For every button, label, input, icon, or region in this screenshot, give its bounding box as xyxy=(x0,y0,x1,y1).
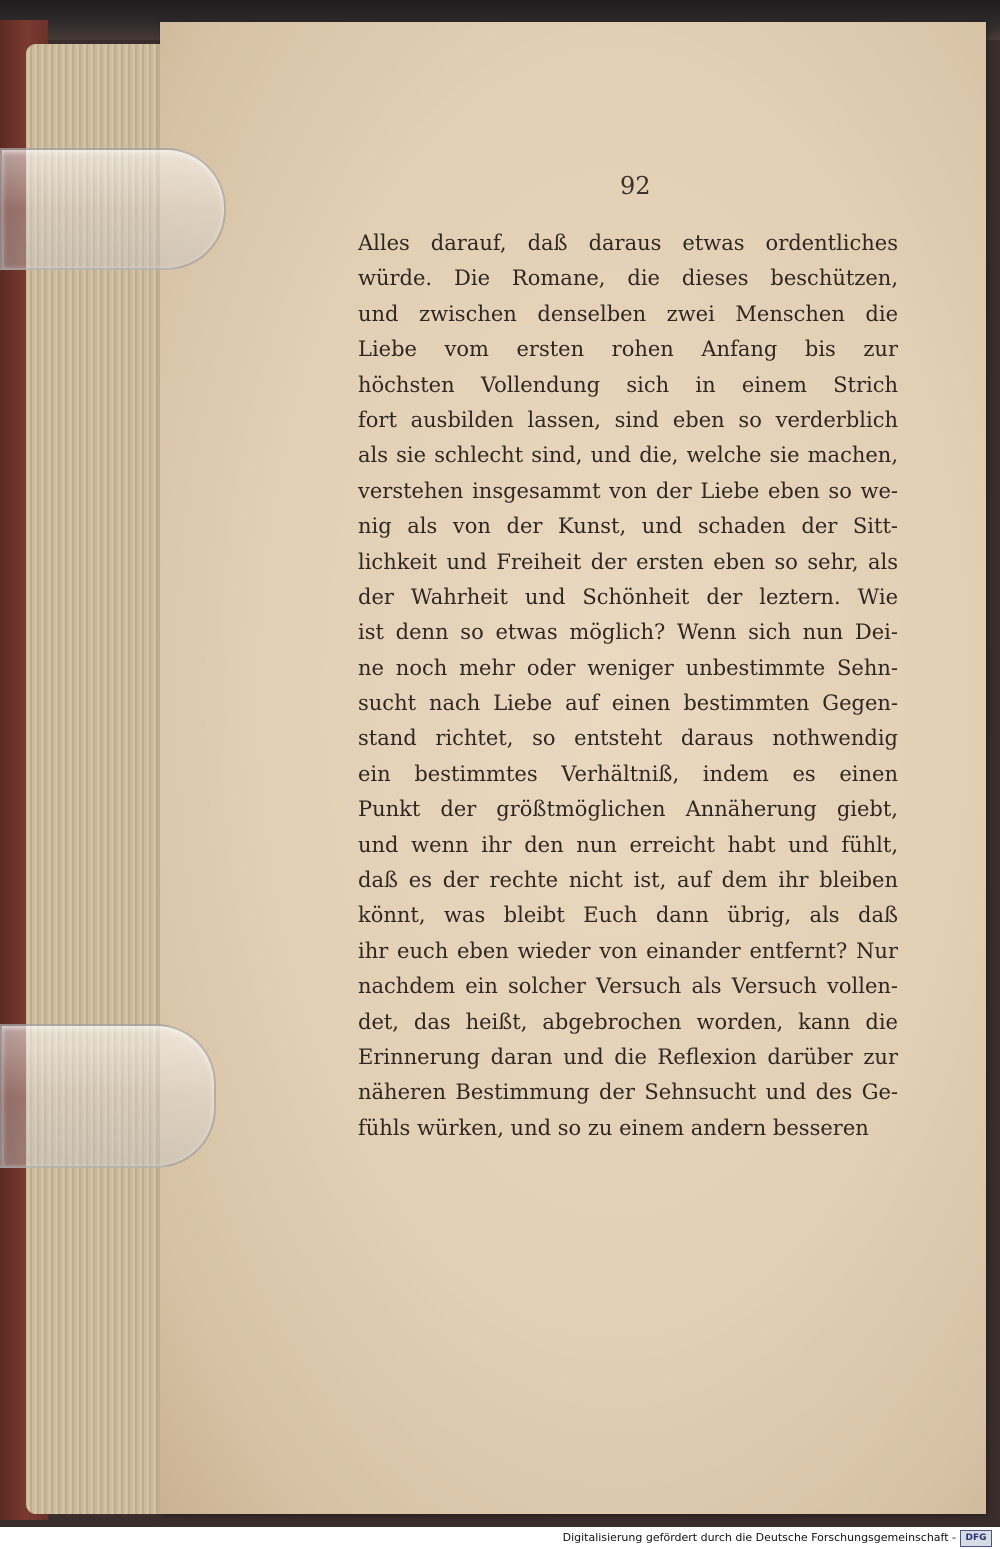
text-line: und wenn ihr den nun erreicht habt und fühlt, xyxy=(358,832,898,857)
text-line: Punkt der größtmöglichen Annäherung giebt, xyxy=(358,797,898,822)
text-line: daß es der rechte nicht ist, auf dem ihr bleiben xyxy=(358,868,898,893)
text-line: stand richtet, so entsteht daraus nothwendig xyxy=(358,726,898,751)
body-text xyxy=(358,226,898,1146)
page-number: 92 xyxy=(620,172,651,200)
text-line: Erinnerung daran und die Reflexion darüber zur xyxy=(358,1044,898,1069)
text-line: als sie schlecht sind, und die, welche sie machen, xyxy=(358,443,898,468)
text-line: ein bestimmtes Verhältniß, indem es einen xyxy=(358,761,898,786)
dfg-logo: DFG xyxy=(960,1530,992,1547)
text-line: det, das heißt, abgebrochen worden, kann die xyxy=(358,1009,898,1034)
text-line: nachdem ein solcher Versuch als Versuch vollen- xyxy=(358,974,898,999)
text-line: sucht nach Liebe auf einen bestimmten Gegen- xyxy=(358,691,898,716)
text-line: ihr euch eben wieder von einander entfernt? Nur xyxy=(358,938,898,963)
text-line: fühls würken, und so zu einem andern besseren xyxy=(358,1115,869,1140)
text-line: ist denn so etwas möglich? Wenn sich nun Dei- xyxy=(358,620,898,645)
funding-credit: Digitalisierung gefördert durch die Deutsche Forschungsgemeinschaft - xyxy=(562,1531,956,1544)
page-holder-clip-top xyxy=(0,148,226,270)
page-holder-clip-bottom xyxy=(0,1024,216,1168)
text-line: ne noch mehr oder weniger unbestimmte Sehn- xyxy=(358,655,898,680)
text-line: würde. Die Romane, die dieses beschützen, xyxy=(358,266,898,291)
text-line: könnt, was bleibt Euch dann übrig, als daß xyxy=(358,903,898,928)
text-line: Liebe vom ersten rohen Anfang bis zur xyxy=(358,337,898,362)
text-line: lichkeit und Freiheit der ersten eben so sehr, als xyxy=(358,549,898,574)
text-line: näheren Bestimmung der Sehnsucht und des Ge- xyxy=(358,1080,898,1105)
text-line: fort ausbilden lassen, sind eben so verderblich xyxy=(358,407,898,432)
text-line: und zwischen denselben zwei Menschen die xyxy=(358,301,898,326)
text-line: nig als von der Kunst, und schaden der Sitt- xyxy=(358,514,898,539)
text-line: Alles darauf, daß daraus etwas ordentliches xyxy=(358,231,898,255)
text-line: höchsten Vollendung sich in einem Strich xyxy=(358,372,898,397)
text-line: verstehen insgesammt von der Liebe eben so we- xyxy=(358,478,898,503)
text-line: der Wahrheit und Schönheit der leztern. Wie xyxy=(358,584,898,609)
